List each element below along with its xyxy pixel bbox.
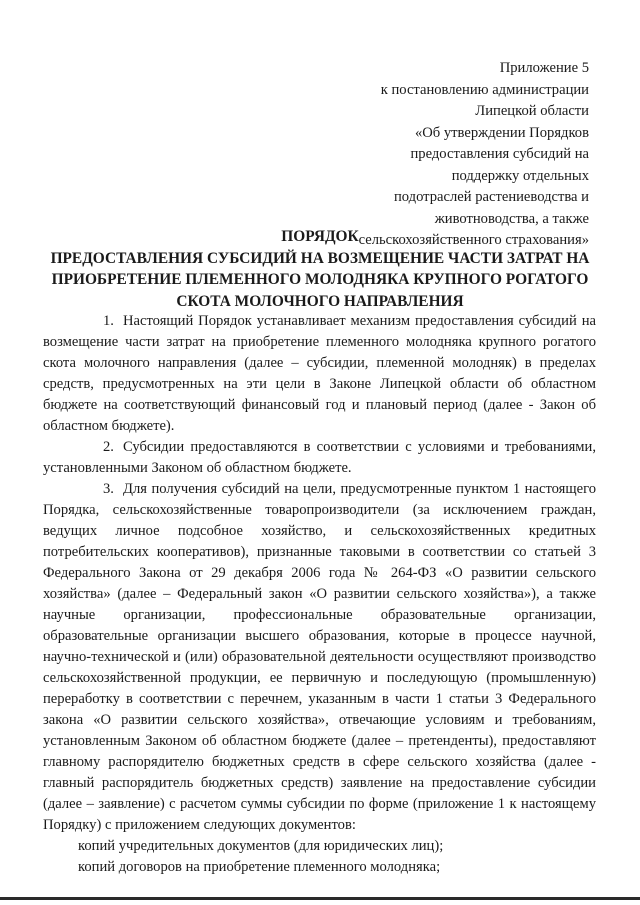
paragraph-text: Для получения субсидий на цели, предусмотренные пунктом 1 настоящего Порядка, сельскохозяйственные товаропроизводители (за исключением граждан, ведущих личное подсобное хозяйство, и сельскохозяйственных кредитных потребительских кооперативов), признанные таковыми в соответствии со статьей 3 Федерального Закона от 29 декабря 2006 года № 264-ФЗ «О развитии сельского хозяйства» (далее – Федеральный закон «О развитии сельского хозяйства»), а также научные организации, профессиональные образовательные организации, образовательные организации высшего образования, которые в процессе научной, научно-технической и (или) образовательной деятельности осуществляют производство сельскохозяйственной продукции, ее первичную и последующую (промышленную) переработку в соответствии с перечнем, указанным в части 1 статьи 3 Федерального закона «О развитии сельского хозяйства», отвечающие условиям и требованиям, установленным Законом об областном бюджете (далее – претенденты), предоставляют главному распорядителю бюджетных средств в сфере сельского хозяйства (далее - главный распорядитель бюджетных средств) заявление на предоставление субсидии (далее – заявление) с расчетом суммы субсидии по форме (приложение 1 к настоящему Порядку) с приложением следующих документов: (43, 481, 596, 833)
list-item: копий договоров на приобретение племенного молодняка; (78, 859, 441, 875)
paragraph-text: Субсидии предоставляются в соответствии с условиями и требованиями, установленными Законом об областном бюджете. (43, 439, 596, 476)
list-item: копий учредительных документов (для юридических лиц); (78, 838, 444, 854)
paragraph-number: 1. (103, 313, 114, 329)
appendix-line: сельскохозяйственного страхования» (358, 232, 589, 248)
document-title (40, 226, 600, 313)
paragraph-number: 2. (103, 439, 114, 455)
appendix-line: Липецкой области (475, 103, 589, 119)
title-heading: ПОРЯДОК (281, 228, 359, 245)
paragraph-1 (43, 311, 596, 437)
paragraph-2 (43, 437, 596, 479)
appendix-line: предоставления субсидий на (410, 146, 589, 162)
paragraph-text: Настоящий Порядок устанавливает механизм предоставления субсидий на возмещение части затрат на приобретение племенного молодняка крупного рогатого скота молочного направления (далее – субсидии, племенной молодняк) в пределах средств, предусмотренных на эти цели в Законе Липецкой области об областном бюджете на соответствующий финансовый год и плановый период (далее - Закон об областном бюджете). (43, 313, 596, 434)
title-line: ПРЕДОСТАВЛЕНИЯ СУБСИДИЙ НА ВОЗМЕЩЕНИЕ ЧАСТИ ЗАТРАТ НА (50, 249, 590, 267)
paragraph-3 (43, 479, 596, 836)
document-body (43, 311, 596, 878)
appendix-line: животноводства, а также (434, 210, 589, 227)
paragraph-number: 3. (103, 481, 114, 497)
title-line: СКОТА МОЛОЧНОГО НАПРАВЛЕНИЯ (176, 293, 464, 311)
appendix-line: к постановлению администрации (380, 81, 589, 98)
appendix-line: подотраслей растениеводства и (393, 189, 589, 205)
title-line: ПРИОБРЕТЕНИЕ ПЛЕМЕННОГО МОЛОДНЯКА КРУПНОГО РОГАТОГО (51, 271, 589, 289)
appendix-header (359, 58, 589, 252)
appendix-line: «Об утверждении Порядков (414, 124, 589, 141)
appendix-line: Приложение 5 (499, 60, 589, 76)
appendix-line: поддержку отдельных (451, 167, 589, 184)
page-bottom-edge (0, 897, 640, 900)
